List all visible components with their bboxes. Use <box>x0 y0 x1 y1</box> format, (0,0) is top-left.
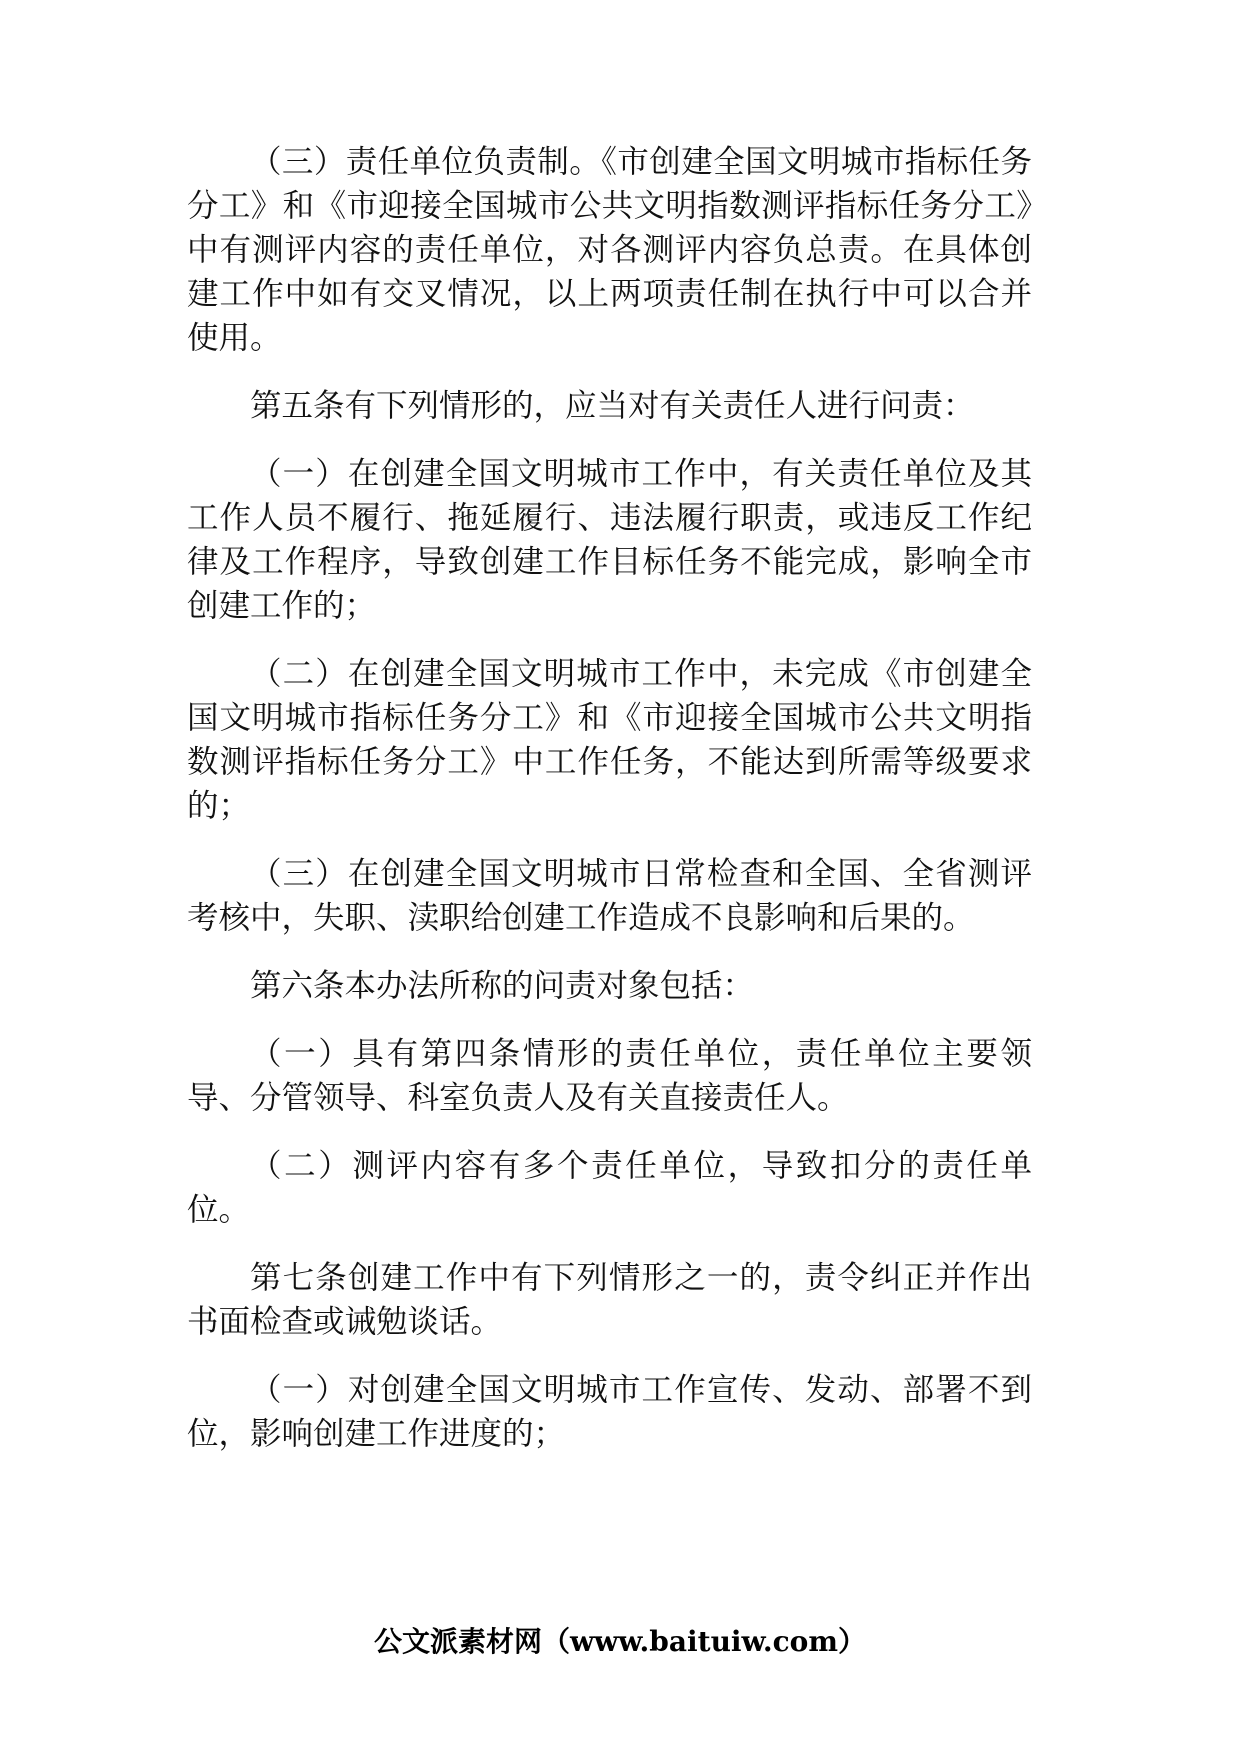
footer-watermark: 公文派素材网（www.baituiw.com） <box>374 1625 866 1658</box>
paragraph-responsibility-unit: （三）责任单位负责制。《市创建全国文明城市指标任务分工》和《市迎接全国城市公共文明指数测评指标任务分工》中有测评内容的责任单位，对各测评内容负总责。在具体创建工作中如有交叉情况，以上两项责任制在执行中可以合并使用。 <box>187 144 1032 356</box>
paragraph-article-7: 第七条创建工作中有下列情形之一的，责令纠正并作出书面检查或诫勉谈话。 <box>187 1260 1032 1340</box>
paragraph-article-6-item-2: （二）测评内容有多个责任单位，导致扣分的责任单位。 <box>187 1148 1032 1228</box>
paragraph-article-5-item-2: （二）在创建全国文明城市工作中，未完成《市创建全国文明城市指标任务分工》和《市迎接全国城市公共文明指数测评指标任务分工》中工作任务，不能达到所需等级要求的； <box>187 656 1032 824</box>
document-body <box>187 140 1032 1480</box>
paragraph-article-6-item-1: （一）具有第四条情形的责任单位，责任单位主要领导、分管领导、科室负责人及有关直接责任人。 <box>187 1036 1032 1116</box>
paragraph-article-6: 第六条本办法所称的问责对象包括： <box>250 968 755 1004</box>
paragraph-article-5-item-3: （三）在创建全国文明城市日常检查和全国、全省测评考核中，失职、渎职给创建工作造成不良影响和后果的。 <box>187 856 1032 936</box>
paragraph-article-5: 第五条有下列情形的，应当对有关责任人进行问责： <box>250 388 975 424</box>
paragraph-article-5-item-1: （一）在创建全国文明城市工作中，有关责任单位及其工作人员不履行、拖延履行、违法履行职责，或违反工作纪律及工作程序，导致创建工作目标任务不能完成，影响全市创建工作的； <box>187 456 1032 624</box>
paragraph-article-7-item-1: （一）对创建全国文明城市工作宣传、发动、部署不到位，影响创建工作进度的； <box>187 1372 1032 1452</box>
